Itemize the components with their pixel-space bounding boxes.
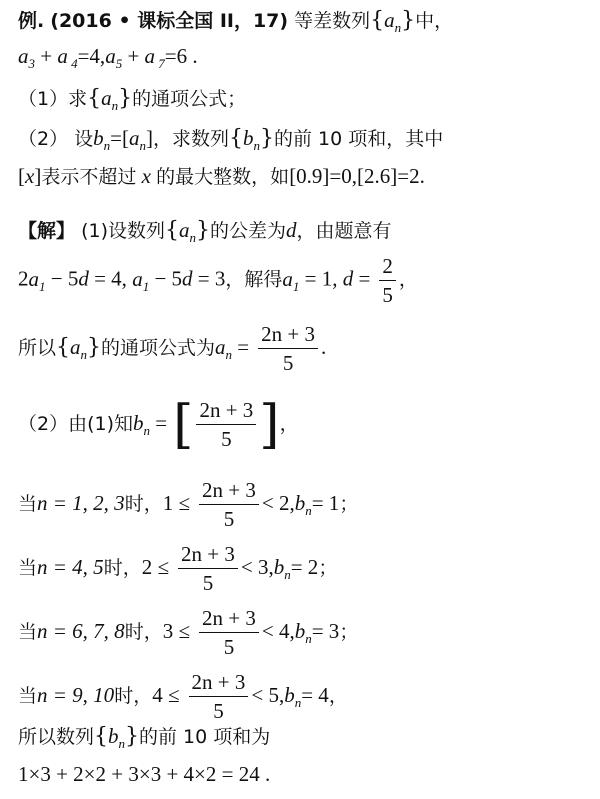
fraction-an: $\frac{2n + 3}{5}$: [258, 322, 318, 375]
example-label: 例.: [18, 10, 45, 32]
question-part-1: （1）求$\{a_n\}$的通项公式；: [18, 86, 247, 113]
problem-text-tail: 中，: [415, 10, 454, 32]
case-1: 当n = 1, 2, 3时，1 ≤ $\frac{2n + 3}{5}$ < $2,b_n= 1$；: [18, 478, 359, 531]
solution-title: 【解】: [18, 220, 76, 242]
fraction-two-fifths: $\frac{2}{5}$: [379, 254, 396, 307]
problem-source: (2016 • 课标全国 II，17): [50, 10, 289, 32]
equation-system: $2a_1 - 5d = 4$, $a_1 - 5d = 3$，解得$a_1 = 1$, d = $\frac{2}{5}$ ，: [18, 254, 418, 307]
conclusion: 所以数列$\{b_n\}$的前 10 项和为: [18, 724, 271, 751]
solution-intro: 【解】 (1)设数列$\{a_n\}$的公差为d，由题意有: [18, 218, 392, 245]
condition-eq1: =4,: [77, 44, 106, 68]
case-2: 当n = 4, 5时，2 ≤ $\frac{2n + 3}{5}$ < $3,b_n= 2$；: [18, 542, 338, 595]
general-formula: 所以$\{a_n\}$的通项公式为$a_n$ = $\frac{2n + 3}{5}$ .: [18, 322, 327, 375]
question-part-2: （2） 设$b_n=[a_n]$，求数列$\{b_n\}$的前 10 项和，其中: [18, 126, 444, 153]
problem-header: 例. (2016 • 课标全国 II，17) 等差数列$\{a_n\}$中，: [18, 8, 454, 35]
case-3: 当n = 6, 7, 8时，3 ≤ $\frac{2n + 3}{5}$ < $4,b_n= 3$；: [18, 606, 359, 659]
final-sum: 1×3 + 2×2 + 3×3 + 4×2 = 24 .: [18, 762, 271, 786]
problem-text: 等差数列: [294, 10, 371, 32]
floor-definition: [x]表示不超过 x 的最大整数，如[0.9]=0,[2.6]=2.: [18, 164, 425, 188]
condition-line: $a_3 + a$ $_4=4,a_5 + a$ $_7$=6 .: [18, 44, 198, 71]
fraction-bn: $\frac{2n + 3}{5}$: [196, 398, 256, 451]
part2-solution: （2）由(1)知$b_n$ = [ $\frac{2n + 3}{5}$ ]，: [18, 394, 299, 455]
case-4: 当n = 9, 10时，4 ≤ $\frac{2n + 3}{5}$ < $5,b_n= 4$，: [18, 670, 348, 723]
condition-eq2: =6 .: [164, 44, 198, 68]
